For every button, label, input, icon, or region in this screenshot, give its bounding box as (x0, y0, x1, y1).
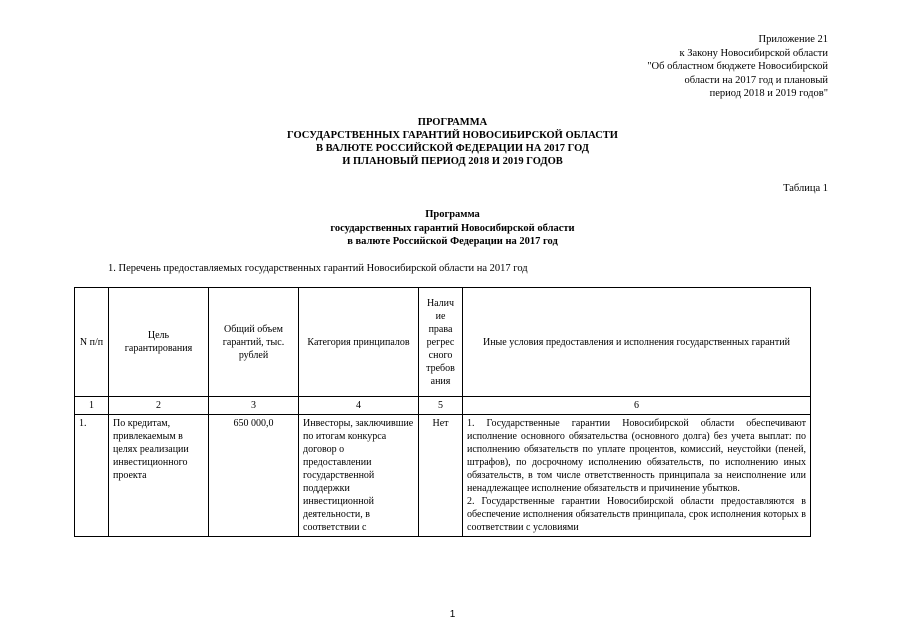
header-conditions: Иные условия предоставления и исполнения государственных гарантий (463, 288, 811, 397)
subtitle-line: Программа (425, 209, 480, 220)
table-label: Таблица 1 (783, 183, 828, 194)
title-line: И ПЛАНОВЫЙ ПЕРИОД 2018 И 2019 ГОДОВ (342, 156, 563, 167)
page-number: 1 (449, 609, 456, 620)
title-line: ПРОГРАММА (417, 117, 488, 128)
appendix-line: области на 2017 год и плановый (684, 74, 828, 86)
header-number: N п/п (75, 288, 109, 397)
title-line: ГОСУДАРСТВЕННЫХ ГАРАНТИЙ НОВОСИБИРСКОЙ ОБЛАСТИ (287, 130, 618, 141)
section-heading: 1. Перечень предоставляемых государственных гарантий Новосибирской области на 2017 год (108, 263, 528, 274)
column-number: 1 (75, 397, 109, 415)
appendix-reference (647, 33, 828, 101)
header-recourse: Налич ие права регрес сного требов ания (419, 288, 463, 397)
header-amount: Общий объем гарантий, тыс. рублей (209, 288, 299, 397)
table-subtitle (0, 208, 905, 249)
appendix-line: период 2018 и 2019 годов" (709, 88, 828, 99)
table-header-row (75, 288, 811, 397)
column-number: 5 (419, 397, 463, 415)
row-number: 1. (75, 415, 109, 537)
row-purpose: По кредитам, привлекаемым в целях реализации инвестиционного проекта (109, 415, 209, 537)
appendix-line: к Закону Новосибирской области (679, 47, 828, 59)
header-category: Категория принципалов (299, 288, 419, 397)
appendix-line: "Об областном бюджете Новосибирской (647, 61, 828, 72)
column-number: 3 (209, 397, 299, 415)
subtitle-line: в валюте Российской Федерации на 2017 год (347, 236, 558, 247)
subtitle-line: государственных гарантий Новосибирской области (330, 222, 575, 234)
row-category: Инвесторы, заключившие по итогам конкурса договор о предоставлении государственной поддержки инвестиционной деятельности, в соответствии с (299, 415, 419, 537)
title-line: В ВАЛЮТЕ РОССИЙСКОЙ ФЕДЕРАЦИИ НА 2017 ГОД (316, 143, 589, 154)
conditions-paragraph: 2. Государственные гарантии Новосибирской области предоставляются в обеспечение исполнения обязательств принципала, срок исполнения которых в соответствии с условиями (467, 496, 806, 533)
conditions-paragraph: 1. Государственные гарантии Новосибирской области обеспечивают исполнение основного обязательства (основного долга) без учета выплат: по исполнению обязательств по уплате процентов, комиссий, неустойки (пеней, штрафов), по досрочному исполнению обязательств, по исполнению иных обязательств, в том числе ответственность принципала за неисполнение или ненадлежащее исполнение обязательств и причинение убытков. (467, 418, 806, 494)
row-conditions (463, 415, 811, 537)
appendix-line: Приложение 21 (758, 34, 828, 45)
header-purpose: Цель гарантирования (109, 288, 209, 397)
column-number: 4 (299, 397, 419, 415)
column-number: 2 (109, 397, 209, 415)
column-number-row (75, 397, 811, 415)
program-title (0, 116, 905, 168)
guarantees-table (74, 287, 811, 537)
table-row (75, 415, 811, 537)
row-amount: 650 000,0 (209, 415, 299, 537)
row-recourse: Нет (419, 415, 463, 537)
column-number: 6 (463, 397, 811, 415)
